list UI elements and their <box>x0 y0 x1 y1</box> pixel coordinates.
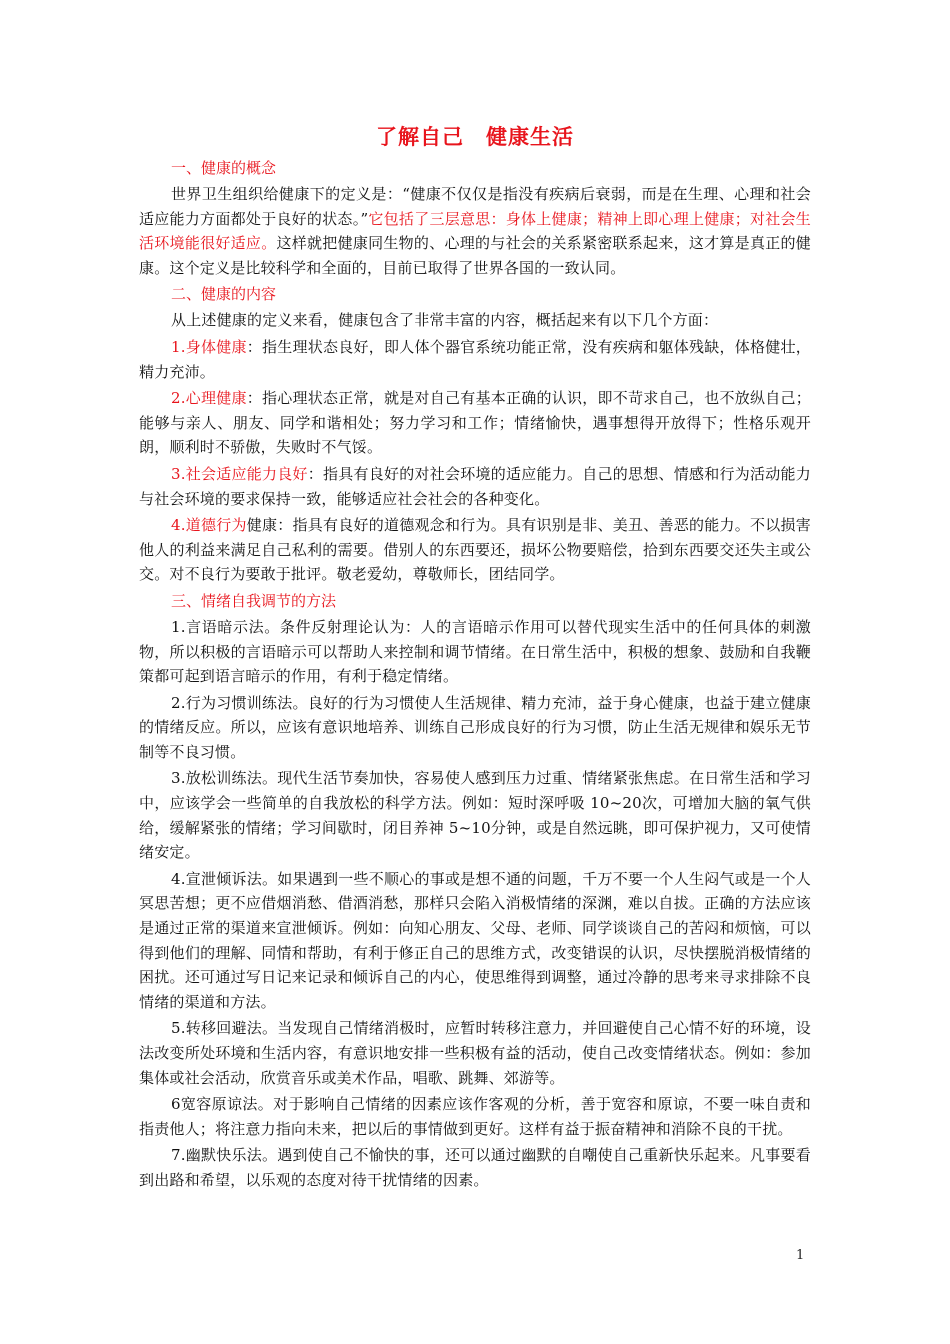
item-text: ：指具有良好的对社会环境的适应能力。自己的思想、情感和行为活动能力与社会环境的要求保持一致，能够适应社会社会的各种变化。 <box>139 464 812 508</box>
method-paragraph: 2.行为习惯训练法。良好的行为习惯使人生活规律、精力充沛，益于身心健康，也益于建立健康的情绪反应。所以，应该有意识地培养、训练自己形成良好的行为习惯，防止生活无规律和娱乐无节制等不良习惯。 <box>139 693 811 761</box>
content-item-physical <box>139 335 811 384</box>
item-label: 3.社会适应能力良好 <box>171 464 308 483</box>
concept-lead: 世界卫生组织给健康下的定义是：“健康不仅仅是指没有疾病后衰弱，而是在生理、心理和社会适应能力方面都处于良好的状态。” <box>139 185 811 228</box>
document-body <box>139 120 811 1195</box>
item-label: 1.身体健康 <box>171 337 247 356</box>
item-text: ：指心理状态正常，就是对自己有基本正确的认识，即不苛求自己，也不放纵自己；能够与亲人、朋友、同学和谐相处；努力学习和工作；情绪愉快，遇事想得开放得下；性格乐观开朗，顺利时不骄傲，失败时不气馁。 <box>139 389 811 457</box>
document-title: 了解自己 健康生活 <box>376 124 574 149</box>
method-paragraph: 6宽容原谅法。对于影响自己情绪的因素应该作客观的分析，善于宽容和原谅，不要一味自责和指责他人；将注意力指向未来，把以后的事情做到更好。这样有益于振奋精神和消除不良的干扰。 <box>139 1095 811 1138</box>
page-number: 1 <box>796 1248 805 1263</box>
method-paragraph: 3.放松训练法。现代生活节奏加快，容易使人感到压力过重、情绪紧张焦虑。在日常生活和学习中，应该学会一些简单的自我放松的科学方法。例如：短时深呼吸 10~20次，可增加大脑的氧气供给，缓解紧张的情绪；学习间歇时，闭目养神 5~10分钟，或是自然远眺，即可保护视力，又可使情绪安定。 <box>139 769 811 862</box>
concept-paragraph <box>139 182 811 280</box>
item-label: 2.心理健康 <box>171 389 247 408</box>
method-paragraph: 1.言语暗示法。条件反射理论认为：人的言语暗示作用可以替代现实生活中的任何具体的刺激物，所以积极的言语暗示可以帮助人来控制和调节情绪。在日常生活中，积极的想象、鼓励和自我鞭策都可起到语言暗示的作用，有利于稳定情绪。 <box>139 617 811 686</box>
section-heading-methods: 三、情绪自我调节的方法 <box>171 591 337 610</box>
section-heading-concept: 一、健康的概念 <box>171 159 277 177</box>
item-text: ：指生理状态良好，即人体个器官系统功能正常，没有疾病和躯体残缺，体格健壮，精力充沛。 <box>139 337 811 381</box>
content-intro: 从上述健康的定义来看，健康包含了非常丰富的内容，概括起来有以下几个方面： <box>171 311 719 330</box>
concept-tail: 这样就把健康同生物的、心理的与社会的关系紧密联系起来，这才算是真正的健康。这个定义是比较科学和全面的，目前已取得了世界各国的一致认同。 <box>139 234 811 277</box>
method-paragraph: 7.幽默快乐法。遇到使自己不愉快的事，还可以通过幽默的自嘲使自己重新快乐起来。凡事要看到出路和希望，以乐观的态度对待干扰情绪的因素。 <box>139 1146 811 1189</box>
content-item-social <box>139 462 811 511</box>
item-label: 4.道德行为 <box>171 516 247 535</box>
section-heading-content: 二、健康的内容 <box>171 285 277 304</box>
concept-highlight: 它包括了三层意思：身体上健康；精神上即心理上健康；对社会生活环境能很好适应。 <box>139 209 812 253</box>
content-item-mental <box>139 386 811 460</box>
method-paragraph: 4.宣泄倾诉法。如果遇到一些不顺心的事或是想不通的问题，千万不要一个人生闷气或是一个人冥思苦想；更不应借烟消愁、借酒消愁，那样只会陷入消极情绪的深渊，难以自拔。正确的方法应该是通过正常的渠道来宣泄倾诉。例如：向知心朋友、父母、老师、同学谈谈自己的苦闷和烦恼，可以得到他们的理解、同情和帮助，有利于修正自己的思维方式，改变错误的认识，尽快摆脱消极情绪的困扰。还可通过写日记来记录和倾诉自己的内心，使思维得到调整，通过冷静的思考来寻求排除不良情绪的渠道和方法。 <box>139 869 811 1011</box>
item-text: 健康：指具有良好的道德观念和行为。具有识别是非、美丑、善恶的能力。不以损害他人的利益来满足自己私利的需要。借别人的东西要还，损坏公物要赔偿，拾到东西要交还失主或公交。对不良行为要敢于批评。敬老爱幼，尊敬师长，团结同学。 <box>139 516 811 584</box>
method-paragraph: 5.转移回避法。当发现自己情绪消极时，应暂时转移注意力，并回避使自己心情不好的环境，设法改变所处环境和生活内容，有意识地安排一些积极有益的活动，使自己改变情绪状态。例如：参加集体或社会活动，欣赏音乐或美术作品，唱歌、跳舞、郊游等。 <box>139 1019 811 1087</box>
content-item-moral <box>139 513 811 587</box>
